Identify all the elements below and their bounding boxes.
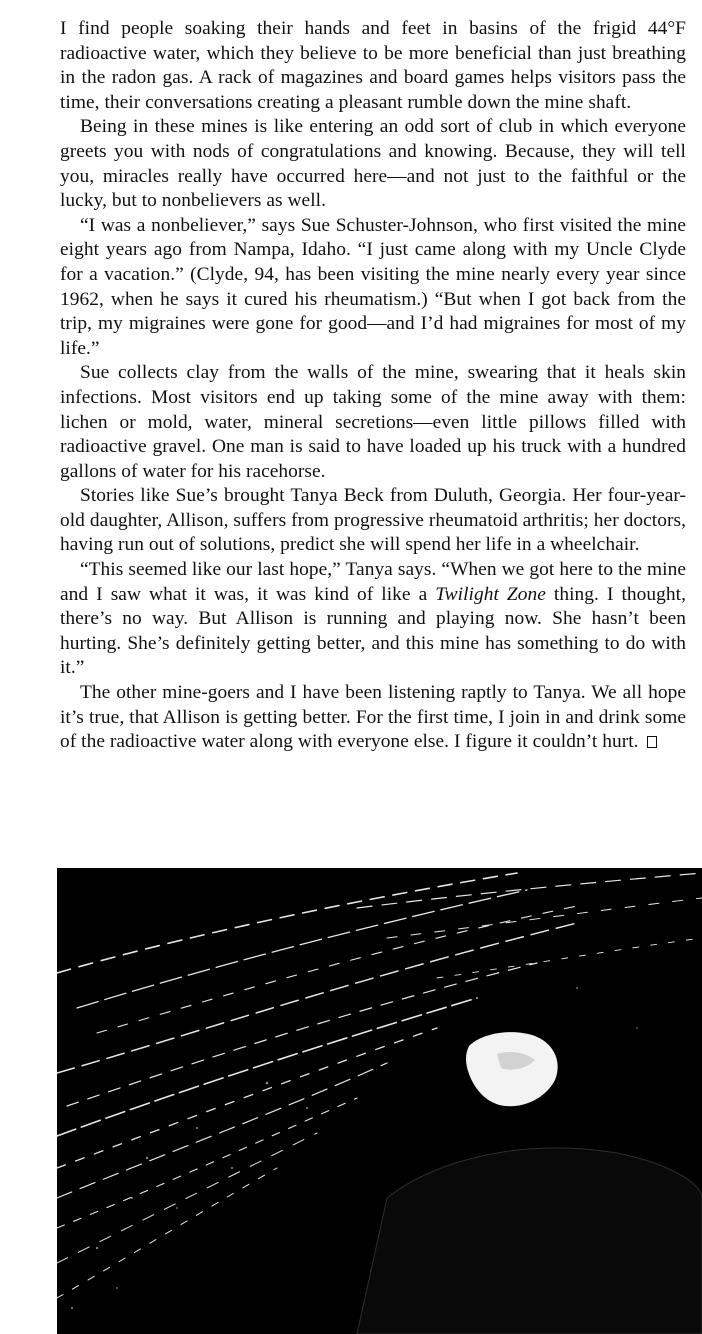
mine-photo (57, 868, 702, 1334)
paragraph-closing (60, 681, 686, 755)
twilight-zone-italic: Twilight Zone (435, 583, 546, 605)
mine-photo-illustration (57, 868, 702, 1334)
last-hope-text-start: “This seemed like our last hope,” Tanya says. “When we got here to the mine and I saw what it was, it was kind of like a (60, 559, 686, 605)
end-of-article-mark (647, 736, 657, 748)
article-body (60, 17, 686, 755)
paragraph-tanya-beck: Stories like Sue’s brought Tanya Beck from Duluth, Georgia. Her four-year-old daughter, Allison, suffers from progressive rheumatoid arthritis; her doctors, having run out of solutions, predict she will spend her life in a wheelchair. (60, 485, 686, 556)
paragraph-soaking: I find people soaking their hands and feet in basins of the frigid 44°F radioactive water, which they believe to be more beneficial than just breathing in the radon gas. A rack of magazines and board games helps visitors pass the time, their conversations creating a pleasant rumble down the mine shaft. (60, 18, 686, 113)
paragraph-nonbeliever: “I was a nonbeliever,” says Sue Schuster-Johnson, who first visited the mine eight years ago from Nampa, Idaho. “I just came along with my Uncle Clyde for a vacation.” (Clyde, 94, has been visiting the mine nearly every year since 1962, when he says it cured his rheumatism.) “But when I got back from the trip, my migraines were gone for good—and I’d had migraines for most of my life.” (60, 214, 686, 359)
paragraph-odd-club: Being in these mines is like entering an odd sort of club in which everyone greets you with nods of congratulations and knowing. Because, they will tell you, miracles really have occurred here—and not just to the faithful or the lucky, but to nonbelievers as well. (60, 116, 686, 212)
paragraph-last-hope (60, 558, 686, 681)
last-hope-text-end: thing. I thought, there’s no way. But Allison is running and playing now. She hasn’t been hurting. She’s definitely getting better, and this mine has something to do with it.” (60, 583, 686, 679)
paragraph-clay: Sue collects clay from the walls of the mine, swearing that it heals skin infections. Most visitors end up taking some of the mine away with them: lichen or mold, water, mineral secretions—even little pillows filled with radioactive gravel. One man is said to have loaded up his truck with a hundred gallons of water for his racehorse. (60, 362, 686, 482)
closing-text: The other mine-goers and I have been listening raptly to Tanya. We all hope it’s true, that Allison is getting better. For the first time, I join in and drink some of the radioactive water along with everyone else. I figure it couldn’t hurt. (60, 682, 686, 753)
